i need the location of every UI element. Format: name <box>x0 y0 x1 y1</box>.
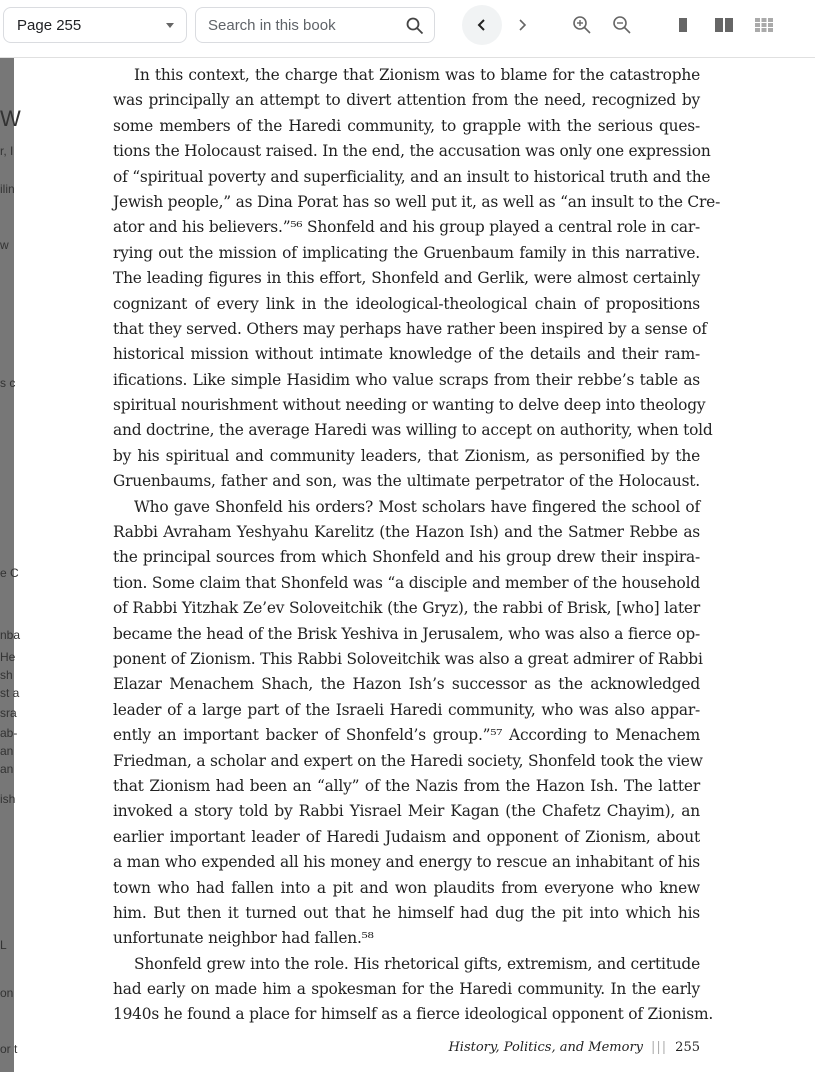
zoom-in-button[interactable] <box>562 5 602 45</box>
two-page-view-button[interactable] <box>704 5 744 45</box>
text-line: had early on made him a spokesman for the Haredi community. In the early <box>113 980 700 999</box>
background-text-fragment: nba <box>0 628 21 642</box>
background-text-fragment: or t <box>0 1042 18 1056</box>
zoom-out-button[interactable] <box>602 5 642 45</box>
page-select-value: Page 255 <box>17 17 82 34</box>
text-line: Elazar Menachem Shach, the Hazon Ish’s successor as the acknowledged <box>113 675 700 694</box>
text-line: that they served. Others may perhaps have rather been inspired by a sense of <box>113 319 707 338</box>
background-text-fragment: on <box>0 986 14 1000</box>
search-input[interactable] <box>195 7 435 43</box>
running-title: History, Politics, and Memory <box>448 1040 644 1055</box>
background-text-fragment: L <box>0 938 7 952</box>
text-line: The leading figures in this effort, Shonfeld and Gerlik, were almost certainly <box>113 269 700 288</box>
text-line: that Zionism had been an “ally” of the Nazis from the Hazon Ish. The latter <box>113 776 700 795</box>
search-icon[interactable] <box>406 17 424 35</box>
zoom-in-icon <box>572 15 592 35</box>
background-text-fragment: sra <box>0 706 17 720</box>
text-line: rying out the mission of implicating the Gruenbaum family in this narrative. <box>113 243 700 262</box>
background-page-dimmed <box>0 58 21 1072</box>
background-text-fragment: ab- <box>0 726 18 740</box>
page-number: 255 <box>675 1040 700 1055</box>
text-line: some members of the Haredi community, to grapple with the serious ques- <box>113 116 700 135</box>
next-page-button[interactable] <box>502 5 542 45</box>
single-page-icon <box>678 17 688 33</box>
text-line: In this context, the charge that Zionism was to blame for the catastrophe <box>134 66 700 84</box>
text-line: tions the Holocaust raised. In the end, the accusation was only one expression <box>113 142 711 161</box>
two-page-icon <box>715 17 733 33</box>
text-line: Who gave Shonfeld his orders? Most scholars have fingered the school of <box>134 497 700 516</box>
text-line: of Rabbi Yitzhak Ze’ev Soloveitchik (the Gryz), the rabbi of Brisk, [who] later <box>113 599 700 618</box>
toolbar <box>0 0 815 58</box>
text-line: ifications. Like simple Hasidim who value scraps from their rebbe’s table as <box>113 370 700 389</box>
background-text-fragment: st a <box>0 686 20 700</box>
background-text-fragment: an <box>0 762 14 776</box>
text-line: tion. Some claim that Shonfeld was “a disciple and member of the household <box>113 573 700 592</box>
text-line: was principally an attempt to divert attention from the need, recognized by <box>113 91 700 110</box>
previous-page-button[interactable] <box>462 5 502 45</box>
chevron-left-icon <box>476 18 488 32</box>
search-placeholder: Search in this book <box>208 17 336 34</box>
text-line: of “spiritual poverty and superficiality, and an insult to historical truth and the <box>113 167 711 186</box>
text-line: a man who expended all his money and energy to rescue an inhabitant of his <box>113 853 700 872</box>
background-text-fragment: W <box>0 106 21 131</box>
background-text-fragment: sh <box>0 668 13 682</box>
text-line: ently an important backer of Shonfeld’s group.”⁵⁷ According to Menachem <box>113 726 700 745</box>
text-line: cognizant of every link in the ideological-theological chain of propositions <box>113 294 700 313</box>
text-line: invoked a story told by Rabbi Yisrael Meir Kagan (the Chafetz Chayim), an <box>113 802 700 821</box>
text-line: Gruenbaums, father and son, was the ultimate perpetrator of the Holocaust. <box>113 472 700 491</box>
text-line: unfortunate neighbor had fallen.⁵⁸ <box>113 929 374 948</box>
page-footer <box>448 1040 700 1055</box>
page-select[interactable] <box>3 7 187 43</box>
background-text-fragment: e C <box>0 566 19 580</box>
chevron-right-icon <box>516 18 528 32</box>
caret-down-icon <box>166 23 174 28</box>
background-text-fragment: ilin <box>0 182 15 196</box>
text-line: ponent of Zionism. This Rabbi Soloveitchik was also a great admirer of Rabbi <box>113 649 703 668</box>
grid-view-button[interactable] <box>744 5 784 45</box>
text-line: and doctrine, the average Haredi was willing to accept on authority, when told <box>113 421 713 440</box>
single-page-view-button[interactable] <box>663 5 703 45</box>
background-text-fragment: w <box>0 238 9 252</box>
background-text-fragment: ish <box>0 792 16 806</box>
text-line: ator and his believers.”⁵⁶ Shonfeld and his group played a central role in car- <box>113 218 700 237</box>
text-line: the principal sources from which Shonfeld and his group drew their inspira- <box>113 548 700 567</box>
thumbnail-grid-icon <box>755 17 773 33</box>
text-line: leader of a large part of the Israeli Haredi community, who was also appar- <box>113 700 700 719</box>
page-body-text <box>113 63 721 1028</box>
text-line: Friedman, a scholar and expert on the Haredi society, Shonfeld took the view <box>113 751 703 770</box>
background-text-fragment: He <box>0 650 16 664</box>
background-text-fragment: r, I <box>0 144 14 158</box>
text-line: by his spiritual and community leaders, that Zionism, as personified by the <box>113 446 700 465</box>
background-text-fragment: an <box>0 744 14 758</box>
text-line: him. But then it turned out that he himself had dug the pit into which his <box>113 903 700 922</box>
text-line: 1940s he found a place for himself as a fierce ideological opponent of Zionism. <box>113 1005 714 1024</box>
background-text-fragment: s c <box>0 376 16 390</box>
footer-separator: ||| <box>651 1040 668 1055</box>
zoom-out-icon <box>612 15 632 35</box>
text-line: town who had fallen into a pit and won plaudits from everyone who knew <box>113 878 700 897</box>
text-line: Shonfeld grew into the role. His rhetorical gifts, extremism, and certitude <box>134 954 700 973</box>
book-page <box>14 58 815 1072</box>
text-line: became the head of the Brisk Yeshiva in Jerusalem, who was also a fierce op- <box>113 624 700 643</box>
text-line: Rabbi Avraham Yeshyahu Karelitz (the Hazon Ish) and the Satmer Rebbe as <box>113 523 700 542</box>
text-line: earlier important leader of Haredi Judaism and opponent of Zionism, about <box>113 827 700 846</box>
text-line: Jewish people,” as Dina Porat has so well put it, as well as “an insult to the Cre- <box>113 192 721 211</box>
text-line: spiritual nourishment without needing or wanting to delve deep into theology <box>113 396 706 415</box>
text-line: historical mission without intimate knowledge of the details and their ram- <box>113 345 700 364</box>
